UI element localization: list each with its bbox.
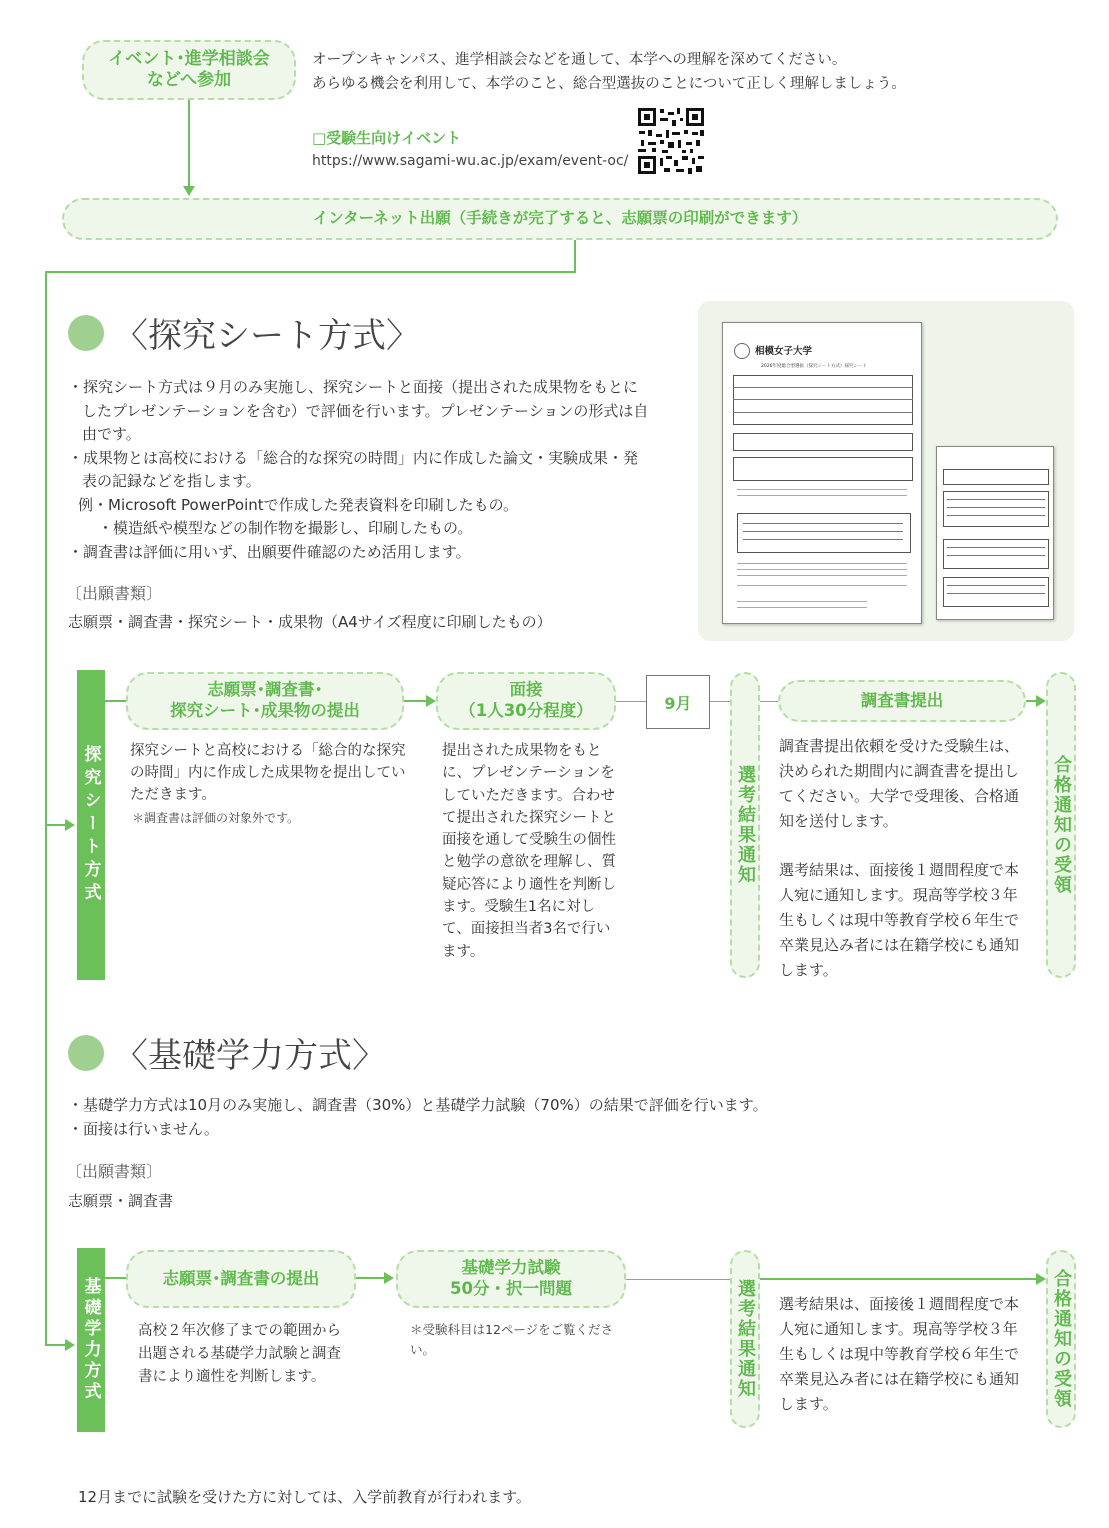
sample-sheet-front: [722, 322, 922, 624]
connector-kiso-step2-result: [626, 1279, 730, 1280]
tankyu-step1-desc-text: 探究シートと高校における「総合的な探究の時間」内に作成した成果物を提出していただきます。: [130, 743, 406, 803]
tankyu-bullet-last: ・調査書は評価に用いず、出願要件確認のため活用します。: [68, 542, 471, 561]
kiso-bullet-2: ・面接は行いません。: [68, 1119, 219, 1138]
section-dot-icon: [68, 1035, 104, 1071]
connector-kiso-tab-step1: [105, 1277, 127, 1279]
internet-apply-pill: [62, 198, 1058, 240]
arrow-right-icon: [426, 695, 436, 707]
connector-month-result: [710, 701, 732, 702]
tankyu-result-notice-label: 選考結果通知: [735, 765, 756, 885]
event-pill-line-2: などへ参加: [146, 70, 232, 90]
tankyu-example-1: 例・Microsoft PowerPointで作成した発表資料を印刷したもの。: [78, 495, 519, 514]
sample-sheet-back: [936, 446, 1054, 620]
kiso-step2-pill: [396, 1250, 626, 1308]
kiso-step2-note: ＊受験科目は12ページをご覧ください。: [410, 1322, 614, 1357]
sample-form-box: [943, 577, 1049, 607]
tankyu-step1-line-1: 志願票･調査書･: [207, 680, 323, 700]
intro-line-2: あらゆる機会を利用して、本学のこと、総合型選抜のことについて正しく理解しましょう。: [312, 76, 906, 92]
sample-form-line: [947, 547, 1045, 548]
kiso-step1-desc: 高校２年次修了までの範囲から出題される基礎学力試験と調査書により適性を判断します。: [138, 1323, 341, 1385]
connector-kiso-step1-step2: [356, 1277, 386, 1279]
sample-form-line: [737, 575, 907, 576]
kiso-result-notice-label: 選考結果通知: [735, 1279, 756, 1399]
sample-form-line: [737, 563, 907, 564]
connector-kiso-result-final: [760, 1278, 1038, 1280]
internet-apply-label: インターネット出願（手続きが完了すると、志願票の印刷ができます）: [312, 209, 808, 228]
arrow-right-icon: [1036, 1273, 1046, 1285]
kiso-docs-list: 志願票・調査書: [68, 1192, 174, 1210]
sample-form-line: [737, 495, 907, 496]
sample-form-box: [733, 433, 913, 451]
kiso-tab-label: 基礎学力方式: [80, 1277, 101, 1403]
tankyu-result-desc: 選考結果は、面接後１週間程度で本人宛に通知します。現高等学校３年生もしくは現中等教育学校６年生で卒業見込み者には在籍学校にも通知します。: [779, 861, 1020, 979]
sample-form-line: [947, 515, 1045, 516]
section-dot-icon: [68, 315, 104, 351]
arrow-right-icon: [384, 1272, 394, 1284]
tankyu-description: [68, 376, 652, 564]
sample-form-box: [943, 539, 1049, 569]
university-seal-icon: [734, 343, 750, 359]
sample-form-line: [737, 569, 907, 570]
arrow-right-icon: [65, 1339, 75, 1351]
arrow-right-icon: [1036, 695, 1046, 707]
kiso-final-label: 合格通知の受領: [1051, 1269, 1072, 1409]
kiso-step2-line-1: 基礎学力試験: [461, 1258, 561, 1278]
sample-form-line: [737, 601, 867, 602]
event-url[interactable]: https://www.sagami-wu.ac.jp/exam/event-oc/: [312, 153, 629, 169]
sample-form-box: [737, 513, 911, 553]
sample-form-line: [733, 387, 913, 388]
footer-note: 12月までに試験を受けた方に対しては、入学前教育が行われます。: [78, 1488, 531, 1506]
sample-form-line: [947, 593, 1045, 594]
sample-form-box: [943, 491, 1049, 527]
event-consultation-pill: [82, 40, 296, 100]
connector-apply-left: [45, 271, 576, 273]
connector-main-vertical: [45, 271, 47, 1345]
tankyu-tab: [77, 670, 105, 980]
arrow-down-icon: [183, 186, 195, 196]
tankyu-step3-desc: 調査書提出依頼を受けた受験生は、決められた期間内に調査書を提出してください。大学で受理後、合格通知を送付します。: [779, 737, 1020, 830]
connector-to-kiso: [45, 1344, 67, 1346]
event-link-label[interactable]: □受験生向けイベント: [312, 129, 462, 147]
sample-form-line: [947, 585, 1045, 586]
connector-step1-step2: [404, 700, 428, 702]
sample-form-line: [947, 499, 1045, 500]
sample-form-line: [743, 539, 903, 540]
tankyu-bullet-2: ・成果物とは高校における「総合的な探究の時間」内に作成した論文・実験成果・発表の記録などを指します。: [68, 448, 639, 490]
kiso-result-notice-pill: [730, 1250, 760, 1428]
connector-result-step3: [760, 701, 780, 702]
sample-form-box: [943, 469, 1049, 485]
tankyu-final-pill: [1046, 672, 1076, 978]
tankyu-section-title: [68, 308, 420, 357]
sample-university-name: 相模女子大学: [755, 346, 813, 357]
kiso-step1-label: 志願票･調査書の提出: [162, 1268, 320, 1288]
sample-form-line: [737, 585, 907, 586]
qr-code-icon: [636, 106, 706, 176]
sample-form-line: [743, 523, 903, 524]
kiso-tab: [77, 1248, 105, 1432]
sample-form-line: [737, 607, 867, 608]
tankyu-result-notice-pill: [730, 672, 760, 978]
sample-form-box: [733, 375, 913, 425]
sample-form-line: [947, 507, 1045, 508]
tankyu-step2-line-2: （1人30分程度）: [459, 701, 593, 720]
sample-sheet-title: 2026年度総合型選抜（探究シート方式）探究シート: [761, 364, 867, 369]
intro-line-1: オープンキャンパス、進学相談会などを通して、本学への理解を深めてください。: [312, 52, 847, 68]
kiso-final-pill: [1046, 1250, 1076, 1428]
sample-form-line: [737, 489, 907, 490]
tankyu-title-text: 〈探究シート方式〉: [114, 316, 420, 356]
sample-form-line: [743, 531, 903, 532]
sample-form-line: [733, 399, 913, 400]
tankyu-step3-label: 調査書提出: [860, 690, 944, 710]
arrow-right-icon: [65, 819, 75, 831]
connector-apply-down: [574, 240, 576, 272]
tankyu-tab-label: 探究シート方式: [80, 744, 101, 906]
connector-tab-step1: [105, 700, 127, 702]
tankyu-step1-line-2: 探究シート･成果物の提出: [170, 701, 360, 720]
sample-form-line: [947, 555, 1045, 556]
tankyu-step1-note: ＊調査書は評価の対象外です。: [132, 811, 300, 825]
month-label: 9月: [664, 693, 692, 713]
connector-event-down: [188, 100, 190, 188]
tankyu-step1-pill: [126, 672, 404, 730]
kiso-step1-pill: [126, 1250, 356, 1308]
tankyu-example-2: ・模造紙や模型などの制作物を撮影し、印刷したもの。: [98, 519, 473, 537]
tankyu-step2-pill: [436, 672, 616, 730]
event-pill-line-1: イベント･進学相談会: [108, 48, 270, 69]
kiso-bullet-1: ・基礎学力方式は10月のみ実施し、調査書（30%）と基礎学力試験（70%）の結果で評価を行います。: [68, 1096, 768, 1114]
kiso-docs-heading: 〔出願書類〕: [66, 1162, 163, 1181]
month-box: [646, 675, 710, 729]
kiso-result-desc: 選考結果は、面接後１週間程度で本人宛に通知します。現高等学校３年生もしくは現中等教育学校６年生で卒業見込み者には在籍学校にも通知します。: [779, 1295, 1020, 1413]
kiso-description: [68, 1094, 968, 1141]
intro-text: [312, 48, 1012, 96]
tankyu-step3-pill: [778, 680, 1026, 722]
sample-form-box: [733, 457, 913, 481]
tankyu-step1-desc: [130, 740, 406, 827]
kiso-title-text: 〈基礎学力方式〉: [114, 1036, 386, 1076]
tankyu-step2-desc: 提出された成果物をもとに、プレゼンテーションをしていただきます。合わせて提出された探究シートと面接を通して受験生の個性と勉学の意欲を理解し、質疑応答により適性を判断します。受験生1名に対して、面接担当者3名で行います。: [442, 743, 616, 960]
tankyu-docs-heading: 〔出願書類〕: [66, 584, 163, 603]
tankyu-bullet-1: ・探究シート方式は９月のみ実施し、探究シートと面接（提出された成果物をもとにしたプレゼンテーションを含む）で評価を行います。プレゼンテーションの形式は自由です。: [68, 378, 649, 443]
connector-to-tankyu: [45, 824, 67, 826]
connector-step2-month: [616, 701, 646, 702]
kiso-step2-line-2: 50分・択一問題: [450, 1279, 572, 1298]
tankyu-final-label: 合格通知の受領: [1051, 755, 1072, 895]
sample-form-line: [733, 412, 913, 413]
kiso-section-title: [68, 1028, 386, 1077]
tankyu-step2-line-1: 面接: [509, 680, 543, 700]
tankyu-docs-list: 志願票・調査書・探究シート・成果物（A4サイズ程度に印刷したもの）: [68, 613, 552, 631]
